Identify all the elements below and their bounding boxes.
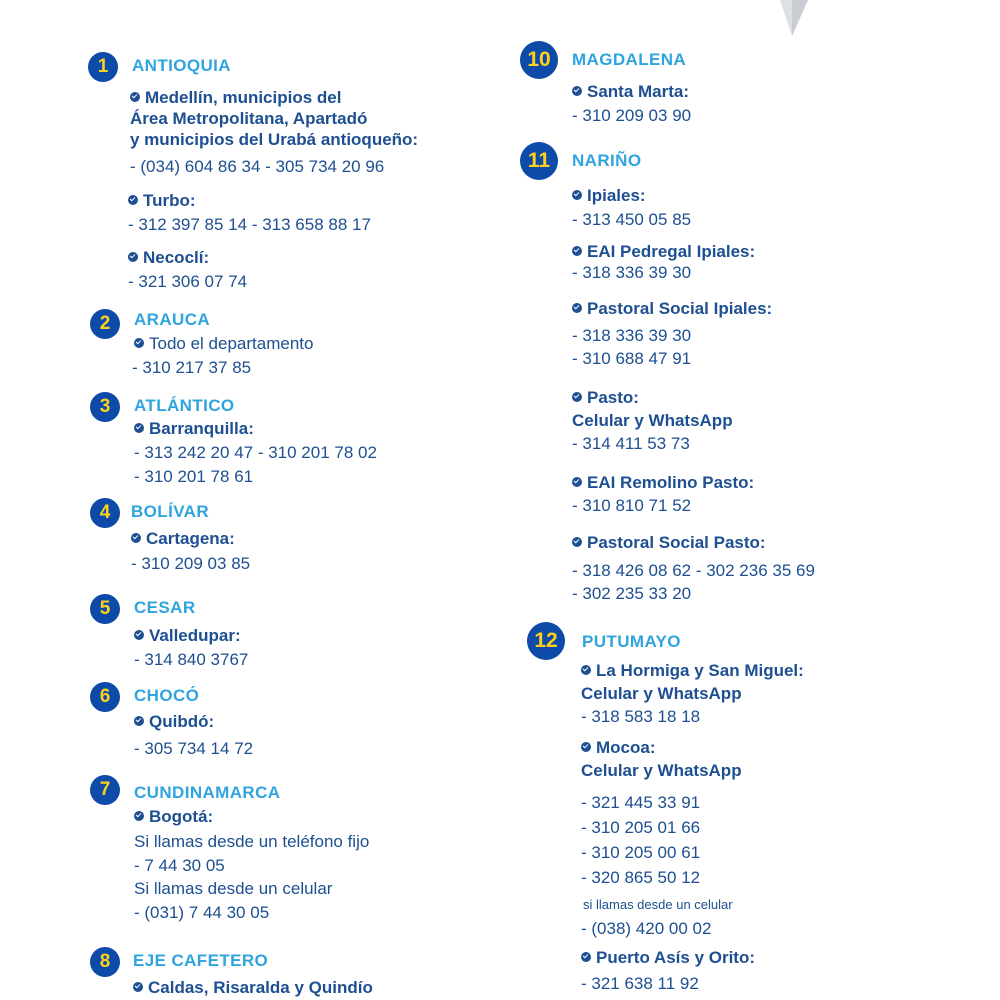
- phone-number: - 310 209 03 85: [131, 554, 251, 573]
- phone-number: - 313 450 05 85: [572, 210, 692, 229]
- check-circle-icon: [572, 392, 582, 402]
- note-text: Si llamas desde un celular: [134, 879, 333, 898]
- check-circle-icon: [572, 537, 582, 547]
- section-number-badge: 1: [88, 52, 118, 82]
- check-circle-icon: [581, 665, 591, 675]
- phone-number: - 310 209 03 90: [572, 106, 692, 125]
- check-circle-icon: [134, 338, 144, 348]
- check-circle-icon: [572, 477, 582, 487]
- phone-number: - 310 205 00 61: [581, 843, 701, 862]
- city-label: Medellín, municipios del: [145, 88, 342, 107]
- department-title: MAGDALENA: [572, 50, 687, 69]
- city-label: Valledupar:: [149, 626, 241, 645]
- section-number-badge: 6: [90, 682, 120, 712]
- department-title: PUTUMAYO: [582, 632, 681, 651]
- check-circle-icon: [134, 630, 144, 640]
- phone-number: - 321 638 11 92: [581, 974, 699, 993]
- phone-number: - (034) 604 86 34 - 305 734 20 96: [130, 157, 385, 176]
- section-number-badge: 2: [90, 309, 120, 339]
- city-label: Pasto:: [587, 388, 639, 407]
- phone-number: - 320 865 50 12: [581, 868, 701, 887]
- check-circle-icon: [128, 195, 138, 205]
- note-text: si llamas desde un celular: [583, 897, 733, 912]
- city-label: Necoclí:: [143, 248, 210, 267]
- check-circle-icon: [572, 86, 582, 96]
- phone-number: - (031) 7 44 30 05: [134, 903, 270, 922]
- check-circle-icon: [130, 92, 140, 102]
- department-title: CESAR: [134, 598, 196, 617]
- phone-number: - (038) 420 00 02: [581, 919, 712, 938]
- phone-number: - 318 583 18 18: [581, 707, 701, 726]
- city-label: Todo el departamento: [149, 334, 314, 353]
- city-label: Quibdó:: [149, 712, 215, 731]
- city-label: Área Metropolitana, Apartadó: [130, 109, 368, 128]
- city-label: Ipiales:: [587, 186, 646, 205]
- phone-number: - 310 201 78 61: [134, 467, 254, 486]
- section-number-badge: 7: [90, 775, 120, 805]
- department-title: BOLÍVAR: [131, 502, 210, 521]
- section-number-badge: 10: [520, 41, 558, 79]
- department-title: CHOCÓ: [134, 686, 200, 705]
- phone-number: - 310 688 47 91: [572, 349, 692, 368]
- city-label: Pastoral Social Pasto:: [587, 533, 766, 552]
- phone-number: - 305 734 14 72: [134, 739, 254, 758]
- phone-number: - 312 397 85 14 - 313 658 88 17: [128, 215, 371, 234]
- phone-number: - 314 411 53 73: [572, 434, 690, 453]
- city-label: Bogotá:: [149, 807, 214, 826]
- city-label: EAI Remolino Pasto:: [587, 473, 755, 492]
- city-label: Santa Marta:: [587, 82, 690, 101]
- phone-number: - 314 840 3767: [134, 650, 249, 669]
- check-circle-icon: [134, 811, 144, 821]
- section-number-badge: 3: [90, 392, 120, 422]
- department-title: ANTIOQUIA: [132, 56, 231, 75]
- check-circle-icon: [131, 533, 141, 543]
- check-circle-icon: [134, 716, 144, 726]
- city-label: Caldas, Risaralda y Quindío: [148, 978, 373, 997]
- check-circle-icon: [572, 246, 582, 256]
- city-label: y municipios del Urabá antioqueño:: [130, 130, 419, 149]
- phone-number: - 318 336 39 30: [572, 263, 692, 282]
- department-title: CUNDINAMARCA: [134, 783, 281, 802]
- city-label: Pastoral Social Ipiales:: [587, 299, 773, 318]
- check-circle-icon: [572, 303, 582, 313]
- check-circle-icon: [581, 952, 591, 962]
- phone-number: - 302 235 33 20: [572, 584, 692, 603]
- phone-number: - 321 306 07 74: [128, 272, 248, 291]
- check-circle-icon: [581, 742, 591, 752]
- check-circle-icon: [133, 982, 143, 992]
- section-number-badge: 8: [90, 947, 120, 977]
- phone-number: - 313 242 20 47 - 310 201 78 02: [134, 443, 377, 462]
- phone-number: - 318 426 08 62 - 302 236 35 69: [572, 561, 815, 580]
- channel-label: Celular y WhatsApp: [572, 411, 733, 430]
- city-label: Barranquilla:: [149, 419, 254, 438]
- phone-number: - 318 336 39 30: [572, 326, 692, 345]
- check-circle-icon: [128, 252, 138, 262]
- note-text: Si llamas desde un teléfono fijo: [134, 832, 370, 851]
- channel-label: Celular y WhatsApp: [581, 761, 742, 780]
- section-number-badge: 5: [90, 594, 120, 624]
- check-circle-icon: [134, 423, 144, 433]
- check-circle-icon: [572, 190, 582, 200]
- city-label: Cartagena:: [146, 529, 235, 548]
- city-label: EAI Pedregal Ipiales:: [587, 242, 756, 261]
- department-title: ARAUCA: [134, 310, 211, 329]
- channel-label: Celular y WhatsApp: [581, 684, 742, 703]
- phone-number: - 310 205 01 66: [581, 818, 701, 837]
- phone-number: - 310 217 37 85: [132, 358, 252, 377]
- phone-number: - 321 445 33 91: [581, 793, 701, 812]
- phone-number: - 7 44 30 05: [134, 856, 225, 875]
- department-title: EJE CAFETERO: [133, 951, 269, 970]
- section-number-badge: 4: [90, 498, 120, 528]
- department-title: NARIÑO: [572, 151, 642, 170]
- section-number-badge: 11: [520, 142, 558, 180]
- phone-number: - 310 810 71 52: [572, 496, 692, 515]
- department-title: ATLÁNTICO: [134, 396, 235, 415]
- city-label: Mocoa:: [596, 738, 656, 757]
- city-label: La Hormiga y San Miguel:: [596, 661, 804, 680]
- section-number-badge: 12: [527, 622, 565, 660]
- city-label: Turbo:: [143, 191, 196, 210]
- city-label: Puerto Asís y Orito:: [596, 948, 756, 967]
